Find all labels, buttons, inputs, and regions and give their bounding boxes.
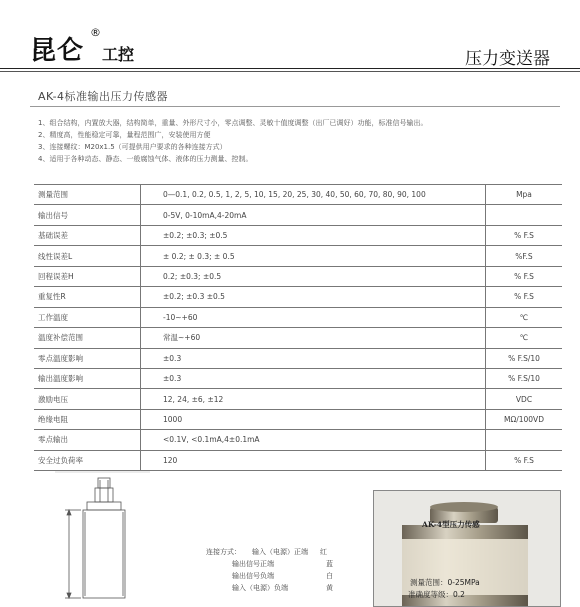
- spec-param: 零点温度影响: [34, 348, 141, 368]
- photo-label: 测量范围：0-25MPa: [410, 578, 480, 587]
- spec-row: [34, 205, 562, 225]
- spec-param: 安全过负荷率: [34, 450, 141, 470]
- spec-value: ±0.3: [141, 368, 486, 388]
- category-title: 压力变送器: [465, 49, 550, 69]
- product-photo: [373, 490, 561, 607]
- spec-unit: % F.S/10: [486, 348, 563, 368]
- spec-row: [34, 409, 562, 429]
- wire-color: 黄: [326, 584, 333, 592]
- spec-unit: % F.S/10: [486, 368, 563, 388]
- spec-param: 工作温度: [34, 307, 141, 327]
- spec-value: 1000: [141, 409, 486, 429]
- spec-unit: % F.S: [486, 225, 563, 245]
- spec-value: <0.1V, <0.1mA,4±0.1mA: [141, 430, 486, 450]
- spec-row: [34, 348, 562, 368]
- spec-value: ± 0.2; ± 0.3; ± 0.5: [141, 246, 486, 266]
- spec-unit: %F.S: [486, 246, 563, 266]
- spec-param: 线性误差L: [34, 246, 141, 266]
- sensor-dimension-drawing: [55, 470, 150, 605]
- wiring-label: 输入（电源）负端: [232, 584, 288, 592]
- spec-row: [34, 328, 562, 348]
- spec-row: [34, 307, 562, 327]
- photo-label: 准确度等级：0.2: [408, 590, 465, 599]
- spec-row: [34, 185, 562, 205]
- spec-param: 温度补偿范围: [34, 328, 141, 348]
- spec-param: 输出温度影响: [34, 368, 141, 388]
- spec-param: 回程误差H: [34, 266, 141, 286]
- spec-unit: VDC: [486, 389, 563, 409]
- photo-label: AK-4型压力传感: [422, 520, 480, 529]
- brand-logo: 昆仑: [30, 36, 85, 66]
- spec-row: [34, 266, 562, 286]
- product-title: AK-4标准输出压力传感器: [38, 90, 169, 103]
- feature-item: 3、连接螺纹：M20x1.5（可提供用户要求的各种连接方式）: [38, 143, 227, 151]
- spec-param: 测量范围: [34, 185, 141, 205]
- wire-color: 白: [326, 572, 333, 580]
- spec-row: [34, 368, 562, 388]
- spec-unit: [486, 205, 563, 225]
- spec-value: ±0.2; ±0.3 ±0.5: [141, 287, 486, 307]
- wiring-label: 输入（电源）正端: [252, 548, 308, 556]
- spec-value: -10~+60: [141, 307, 486, 327]
- feature-list: [38, 117, 558, 165]
- spec-unit: [486, 430, 563, 450]
- wiring-info: [206, 547, 333, 595]
- sensor-image: [374, 491, 560, 606]
- spec-value: 0—0.1, 0.2, 0.5, 1, 2, 5, 10, 15, 20, 25, 30, 40, 50, 60, 70, 80, 90, 100: [141, 185, 486, 205]
- spec-value: 0.2; ±0.3; ±0.5: [141, 266, 486, 286]
- spec-value: 常温~+60: [141, 328, 486, 348]
- spec-row: [34, 430, 562, 450]
- spec-value: 0-5V, 0-10mA,4-20mA: [141, 205, 486, 225]
- spec-value: 12, 24, ±6, ±12: [141, 389, 486, 409]
- spec-param: 零点输出: [34, 430, 141, 450]
- wire-color: 红: [320, 548, 327, 556]
- spec-param: 绝缘电阻: [34, 409, 141, 429]
- header-rule: [0, 68, 580, 69]
- spec-value: ±0.2; ±0.3; ±0.5: [141, 225, 486, 245]
- spec-row: [34, 389, 562, 409]
- spec-row: [34, 287, 562, 307]
- brand-subtitle: 工控: [102, 45, 135, 64]
- spec-param: 重复性R: [34, 287, 141, 307]
- title-rule: [30, 106, 560, 107]
- spec-unit: % F.S: [486, 450, 563, 470]
- feature-item: 4、适用于各种动态、静态、一般腐蚀气体、液体的压力测量、控制。: [38, 155, 253, 163]
- spec-unit: % F.S: [486, 266, 563, 286]
- spec-param: 输出信号: [34, 205, 141, 225]
- spec-param: 激励电压: [34, 389, 141, 409]
- feature-item: 2、精度高，性能稳定可靠，量程范围广，安装使用方便: [38, 131, 211, 139]
- spec-value: 120: [141, 450, 486, 470]
- wire-color: 蓝: [326, 560, 333, 568]
- feature-item: 1、组合结构，内置放大器，结构简单，重量、外形尺寸小，零点调整、灵敏十值度调整（出厂已调好）功能，标准信号输出。: [38, 119, 428, 127]
- header-rule-thin: [0, 71, 580, 72]
- spec-param: 基础误差: [34, 225, 141, 245]
- spec-unit: Mpa: [486, 185, 563, 205]
- registered-mark: ®: [90, 26, 101, 39]
- spec-unit: MΩ/100VD: [486, 409, 563, 429]
- spec-unit: % F.S: [486, 287, 563, 307]
- wiring-label: 输出信号负端: [232, 572, 274, 580]
- spec-unit: ℃: [486, 328, 563, 348]
- spec-table: [34, 184, 562, 471]
- spec-value: ±0.3: [141, 348, 486, 368]
- spec-unit: ℃: [486, 307, 563, 327]
- wiring-heading: 连接方式：: [206, 548, 241, 556]
- spec-row: [34, 450, 562, 470]
- spec-row: [34, 225, 562, 245]
- wiring-label: 输出信号正端: [232, 560, 274, 568]
- spec-row: [34, 246, 562, 266]
